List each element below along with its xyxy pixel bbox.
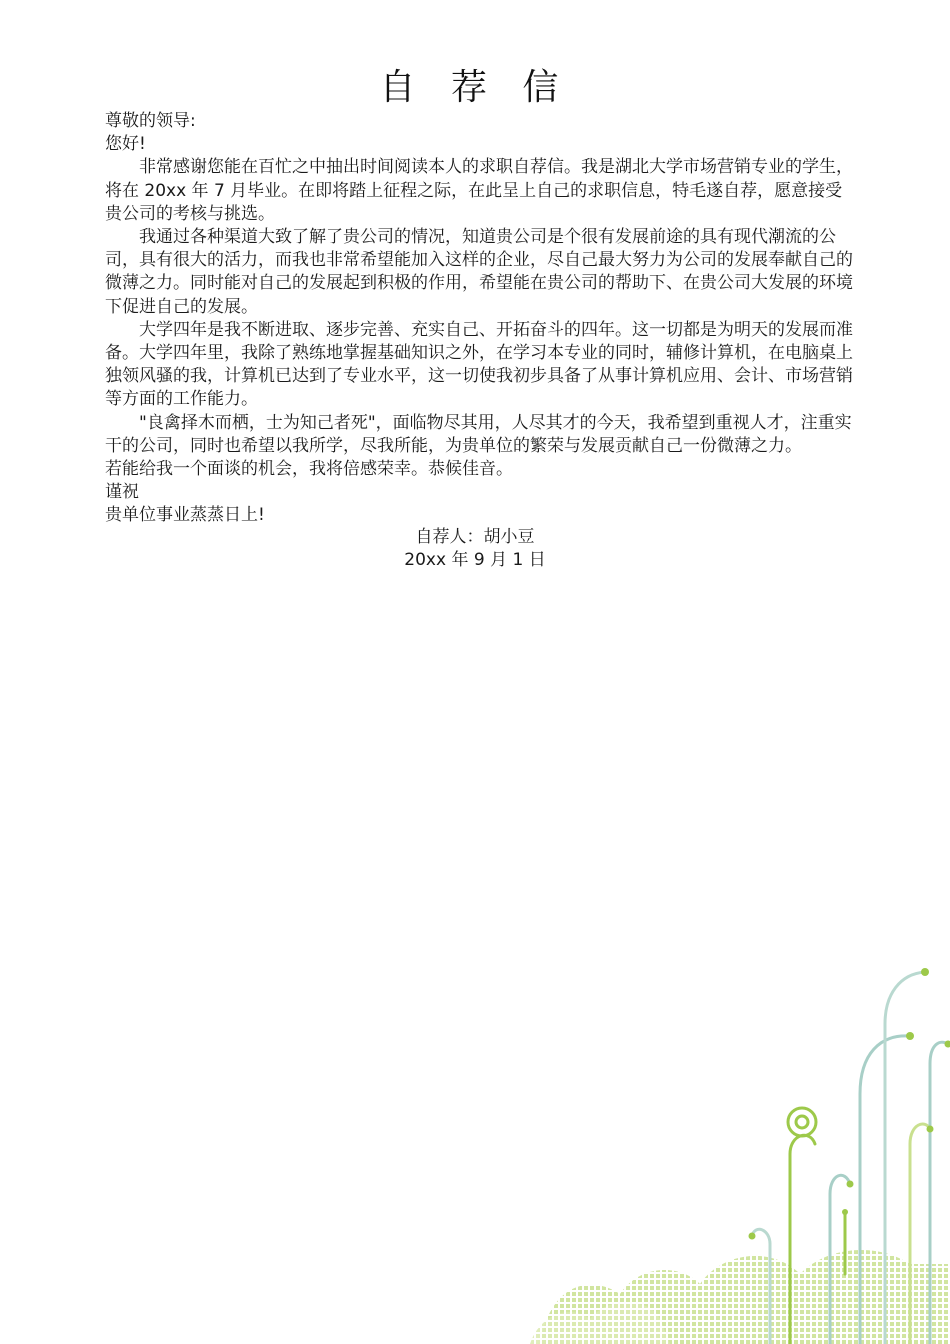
signature: 自荐人：胡小豆 bbox=[415, 527, 535, 547]
wish-line: 贵单位事业蒸蒸日上! bbox=[105, 505, 265, 526]
spiral-icon bbox=[788, 1108, 816, 1136]
floral-decoration bbox=[530, 944, 950, 1344]
salutation: 尊敬的领导: bbox=[105, 111, 196, 131]
paragraph-4: "良禽择木而栖，士为知己者死"，面临物尽其用，人尽其才的今天，我希望到重视人才，注重实干的公司，同时也希望以我所学，尽我所能，为贵单位的繁荣与发展贡献自己一份微薄之力。 bbox=[105, 412, 852, 456]
paragraph-2: 我通过各种渠道大致了解了贵公司的情况，知道贵公司是个很有发展前途的具有现代潮流的公司，具有很大的活力，而我也非常希望能加入这样的企业，尽自己最大努力为公司的发展奉献自己的微薄之力。同时能对自己的发展起到积极的作用，希望能在贵公司的帮助下、在贵公司大发展的环境下促进自己的发展。 bbox=[105, 227, 853, 317]
regards: 谨祝 bbox=[105, 482, 139, 503]
signature-date: 20xx 年 9 月 1 日 bbox=[404, 550, 546, 570]
closing-line: 若能给我一个面谈的机会，我将倍感荣幸。恭候佳音。 bbox=[105, 459, 513, 480]
greeting: 您好! bbox=[105, 134, 146, 155]
paragraph-3: 大学四年是我不断进取、逐步完善、充实自己、开拓奋斗的四年。这一切都是为明天的发展而准备。大学四年里，我除了熟练地掌握基础知识之外，在学习本专业的同时，辅修计算机，在电脑桌上独领风骚的我，计算机已达到了专业水平，这一切使我初步具备了从事计算机应用、会计、市场营销等方面的工作能力。 bbox=[105, 319, 853, 410]
letter-body bbox=[105, 110, 857, 528]
paragraph-1: 非常感谢您能在百忙之中抽出时间阅读本人的求职自荐信。我是湖北大学市场营销专业的学生，将在 20xx 年 7 月毕业。在即将踏上征程之际，在此呈上自己的求职信息，特毛遂自荐，愿意接受贵公司的考核与挑选。 bbox=[105, 157, 853, 224]
document-title: 自 荐 信 bbox=[379, 67, 571, 108]
